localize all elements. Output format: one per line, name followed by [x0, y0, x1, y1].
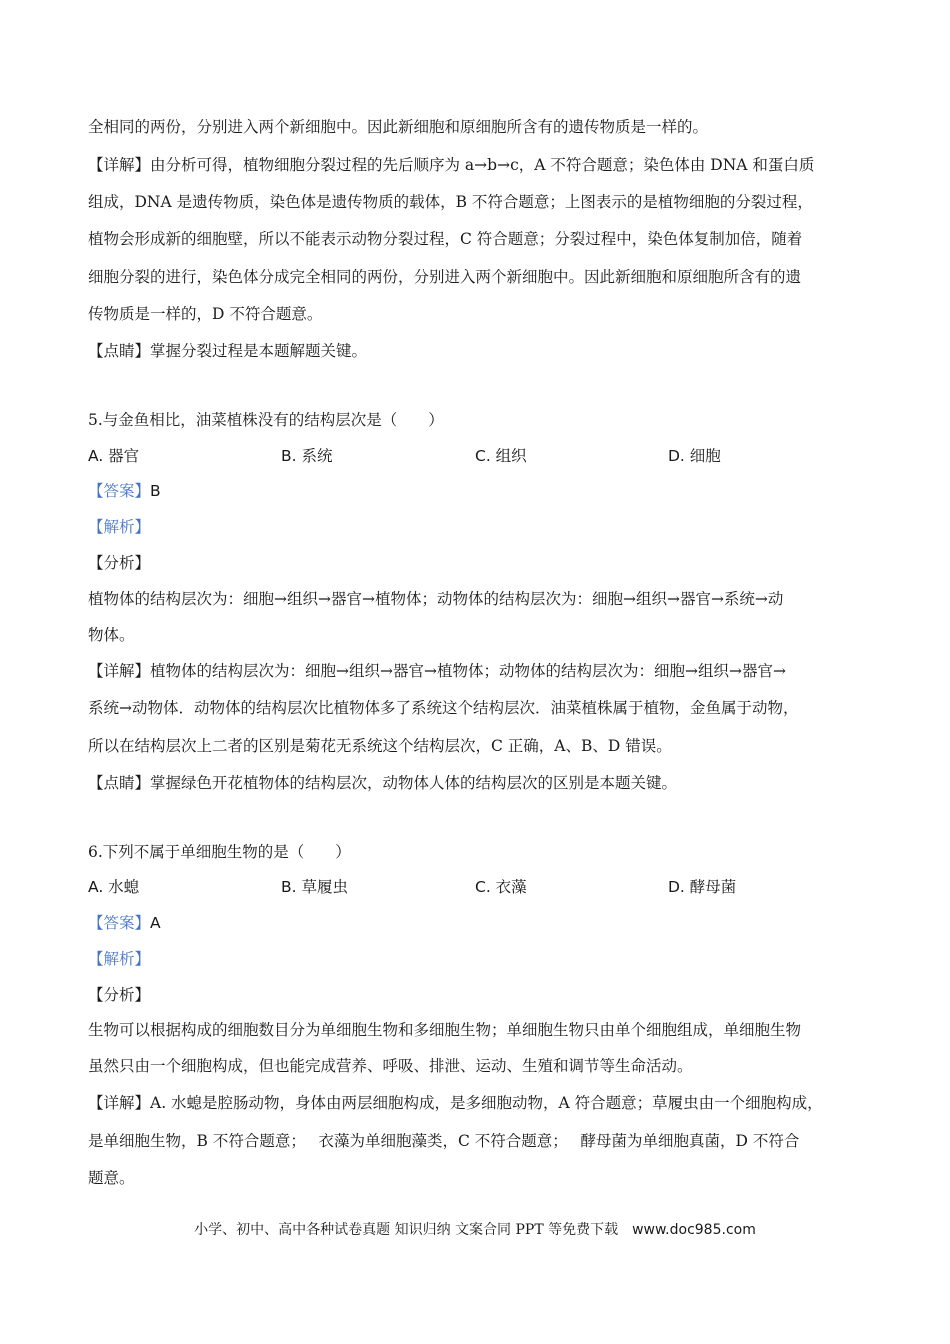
footer-text: 小学、初中、高中各种试卷真题 知识归纳 文案合同 PPT 等免费下载 — [194, 1222, 633, 1238]
paragraph-line: 【详解】A. 水螅是腔肠动物，身体由两层细胞构成，是多细胞动物，A 符合题意；草履虫由一个细胞构成， — [88, 1094, 823, 1112]
question-6-stem: 6.下列不属于单细胞生物的是（ ） — [88, 843, 351, 861]
paragraph-line: 组成，DNA 是遗传物质，染色体是遗传物质的载体，B 不符合题意；上图表示的是植物细胞的分裂过程， — [88, 193, 813, 211]
question-5-answer — [88, 481, 878, 501]
answer-value: B — [150, 482, 161, 500]
option-c: C. 衣藻 — [475, 878, 527, 896]
answer-value: A — [150, 914, 161, 932]
answer-tag: 【答案】 — [88, 914, 151, 932]
tip-line: 【点睛】掌握分裂过程是本题解题关键。 — [88, 342, 368, 360]
analysis-tag: 【解析】 — [88, 518, 151, 536]
paragraph-line: 传物质是一样的，D 不符合题意。 — [88, 305, 323, 323]
footer-url[interactable]: www.doc985.com — [632, 1222, 756, 1238]
paragraph-line: 【详解】植物体的结构层次为：细胞→组织→器官→植物体；动物体的结构层次为：细胞→组织→器官→ — [88, 662, 786, 680]
paragraph-line: 虽然只由一个细胞构成，但也能完成营养、呼吸、排泄、运动、生殖和调节等生命活动。 — [88, 1057, 693, 1075]
analysis-tag: 【解析】 — [88, 950, 151, 968]
question-5-options — [0, 446, 950, 466]
option-c: C. 组织 — [475, 447, 527, 465]
paragraph-line: 物体。 — [88, 626, 135, 644]
paragraph-line: 细胞分裂的进行，染色体分成完全相同的两份，分别进入两个新细胞中。因此新细胞和原细胞所含有的遗 — [88, 268, 802, 286]
page-footer — [0, 1221, 950, 1239]
paragraph-line: 所以在结构层次上二者的区别是菊花无系统这个结构层次，C 正确，A、B、D 错误。 — [88, 737, 672, 755]
paragraph-line: 植物会形成新的细胞壁，所以不能表示动物分裂过程，C 符合题意；分裂过程中，染色体复制加倍，随着 — [88, 230, 803, 248]
paragraph-line: 系统→动物体．动物体的结构层次比植物体多了系统这个结构层次．油菜植株属于植物，金鱼属于动物， — [88, 699, 799, 717]
question-6-answer — [88, 913, 878, 933]
option-b: B. 草履虫 — [281, 878, 348, 896]
option-d: D. 细胞 — [668, 447, 721, 465]
fenxi-tag: 【分析】 — [88, 986, 151, 1004]
tip-line: 【点睛】掌握绿色开花植物体的结构层次，动物体人体的结构层次的区别是本题关键。 — [88, 774, 678, 792]
paragraph-line: 是单细胞生物，B 不符合题意； 衣藻为单细胞藻类，C 不符合题意； 酵母菌为单细胞真菌，D 不符合 — [88, 1132, 800, 1150]
paragraph-line: 植物体的结构层次为：细胞→组织→器官→植物体；动物体的结构层次为：细胞→组织→器官→系统→动 — [88, 590, 784, 608]
option-d: D. 酵母菌 — [668, 878, 737, 896]
paragraph-line: 全相同的两份，分别进入两个新细胞中。因此新细胞和原细胞所含有的遗传物质是一样的。 — [88, 118, 709, 136]
question-6-options — [0, 877, 950, 897]
answer-tag: 【答案】 — [88, 482, 151, 500]
option-b: B. 系统 — [281, 447, 333, 465]
paragraph-line: 题意。 — [88, 1169, 135, 1187]
paragraph-line: 【详解】由分析可得，植物细胞分裂过程的先后顺序为 a→b→c，A 不符合题意；染色体由 DNA 和蛋白质 — [88, 156, 815, 174]
option-a: A. 器官 — [88, 447, 140, 465]
option-a: A. 水螅 — [88, 878, 140, 896]
paragraph-line: 生物可以根据构成的细胞数目分为单细胞生物和多细胞生物；单细胞生物只由单个细胞组成，单细胞生物 — [88, 1021, 802, 1039]
fenxi-tag: 【分析】 — [88, 554, 151, 572]
question-5-stem: 5.与金鱼相比，油菜植株没有的结构层次是（ ） — [88, 411, 444, 429]
